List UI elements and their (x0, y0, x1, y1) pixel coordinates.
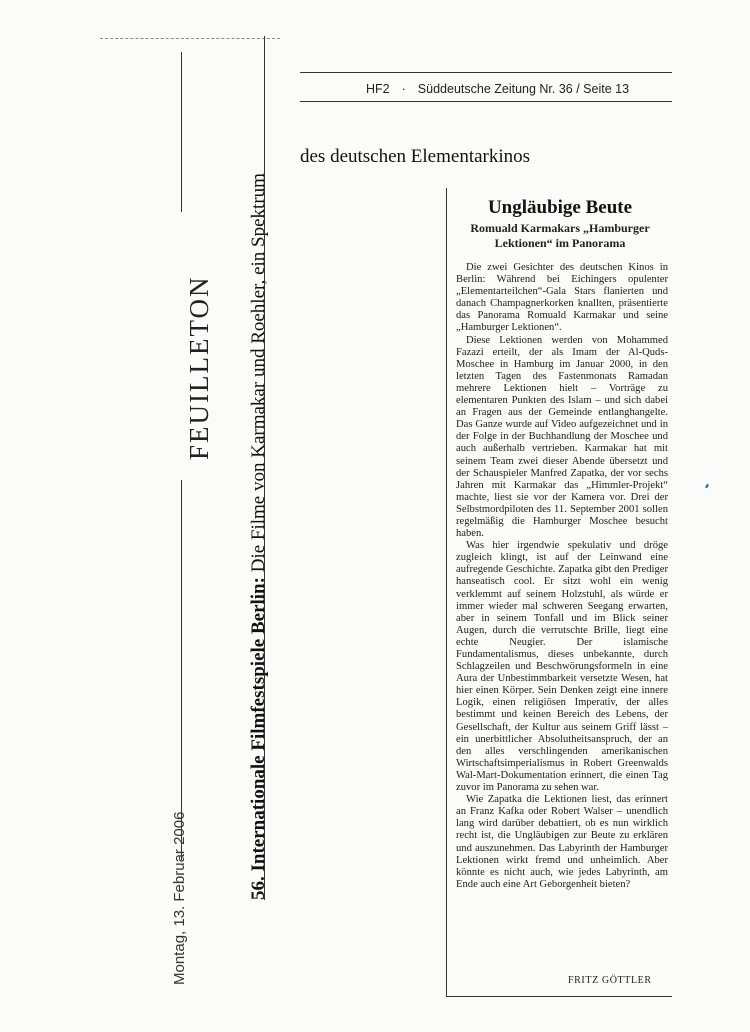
issue-line (366, 82, 629, 96)
article-dek: Romuald Karmakars „Hamburger Lektionen“ im Panorama (470, 221, 650, 250)
ink-mark (705, 484, 709, 488)
bottom-rule (446, 996, 672, 997)
article-author: FRITZ GÖTTLER (568, 975, 652, 986)
article-title: Ungläubige Beute (487, 197, 633, 218)
section-label: FEUILLETON (184, 275, 214, 460)
article-paragraph: Diese Lektionen werden von Mohammed Fazazi erteilt, der als Imam der Al-Quds-Moschee in Hamburg im Januar 2000, in den letzten Tagen des Fastenmonats Ramadan mehrere Lektionen hielt – Vorträge zu elementaren Punkten des Islam – und sich dabei an Fragen aus der Gemeinde entlanghangelte. Das Ganze wurde auf Video aufgezeichnet und in der Folge in der Buchhandlung der Moschee und auch außerhalb vertrieben. Karmakar hat mit seinem Team zwei dieser Abende übersetzt und der Schauspieler Manfred Zapatka, der vor sechs Jahren mit Karmakar das „Himmler-Projekt“ machte, liest sie vor der Kamera vor. Drei der Selbstmordpiloten des 11. September 2001 sollen regelmäßig die Hamburger Moschee besucht haben. (456, 334, 668, 540)
article-body (456, 262, 668, 891)
scan-dashed-line (100, 38, 280, 39)
section-rule-lower (181, 480, 182, 860)
headline-bold: 56. Internationale Filmfestspiele Berlin: (248, 577, 269, 900)
date-line: Montag, 13. Februar 2006 (171, 811, 188, 985)
headline-rest: Die Filme von Karmakar und Roehler, ein Spektrum (248, 173, 269, 578)
headline-underline (264, 36, 265, 900)
separator-dot: · (401, 82, 406, 96)
column-rule (446, 188, 447, 996)
article-paragraph: Wie Zapatka die Lektionen liest, das erinnert an Franz Kafka oder Robert Walser – unendlich lang wird darüber debattiert, ob es nun wirklich recht ist, die Ungläubigen zur Beute zu erklären und auszunehmen. Das Labyrinth der Hamburger Lektionen wirkt fremd und unheimlich. Aber könnte es nicht auch, wie jedes Labyrinth, am Ende auch eine Art Geborgenheit bieten? (456, 794, 668, 890)
section-rule-upper (181, 52, 182, 212)
header-rule-bottom (300, 101, 672, 102)
issue-code: HF2 (366, 82, 390, 96)
issue-info: Süddeutsche Zeitung Nr. 36 / Seite 13 (417, 82, 630, 96)
page-headline (248, 173, 270, 900)
page-subtitle: des deutschen Elementarkinos (300, 146, 531, 167)
article-paragraph: Was hier irgendwie spekulativ und dröge zugleich klingt, ist auf der Leinwand eine aufregende Geschichte. Zapatka gibt den Prediger hanseatisch cool. Er sitzt wohl ein wenig verklemmt auf seinem Holzstuhl, als würde er immer wieder mal schweren Seegang erwarten, aber in seinem Tonfall und im Blick seiner Augen, durch die verrutschte Brille, liegt eine echte Neugier. Der islamische Fundamentalismus, dieses unbekannte, durch Schlagzeilen und Beschwörungsformeln in eine Aura der Unbestimmbarkeit versetzte Wesen, hat hier einen Körper. Sein Denken zeigt eine innere Logik, einen religiösen Imperativ, der alles bestimmt und keinen Bereich des Lebens, der Gesellschaft, der Kultur aus seinem Griff lässt – ein unerbittlicher Absolutheitsanspruch, der an den alles verschlingenden amerikanischen Wirtschaftsimperialismus in Robert Greenwalds Wal-Mart-Dokumentation erinnert, die einen Tag zuvor im Panorama zu sehen war. (456, 540, 668, 794)
header-rule-top (300, 72, 672, 73)
article-paragraph: Die zwei Gesichter des deutschen Kinos in Berlin: Während bei Eichingers opulenter „Elementarteilchen“-Gala Stars flanierten und danach Champagnerkorken knallten, präsentierte das Panorama Romuald Karmakar und seine „Hamburger Lektionen“. (456, 262, 668, 334)
